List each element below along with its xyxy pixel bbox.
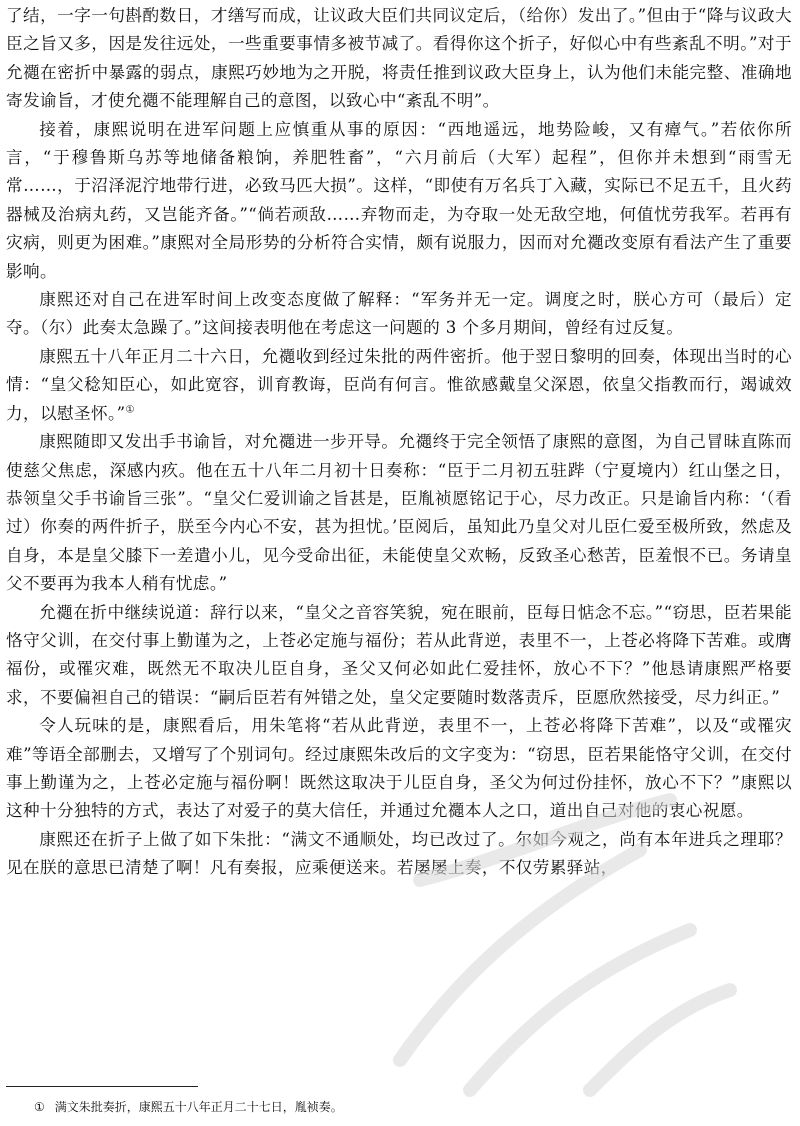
paragraph-4-text: 康熙五十八年正月二十六日，允禵收到经过朱批的两件密折。他于翌日黎明的回奏，体现出当时的心情：“皇父稔知臣心，如此宽容，训育教诲，臣尚有何言。惟欲感戴皇父深恩，依皇父指教而行，竭诚效力，以慰圣怀。” [6, 346, 792, 423]
paragraph-5: 康熙随即又发出手书谕旨，对允禵进一步开导。允禵终于完全领悟了康熙的意图，为自己冒昧直陈而使慈父焦虑，深感内疚。他在五十八年二月初十日奏称：“臣于二月初五驻跸（宁夏境内）红山堡之日，恭领皇父手书谕旨三张”。“皇父仁爱训谕之旨甚是，臣胤祯愿铭记于心，尽力改正。只是谕旨内称：‘（看过）你奏的两件折子，朕至今内心不安，甚为担忧。’臣阅后，虽知此乃皇父对儿臣仁爱至极所致，然虑及自身，本是皇父膝下一差遣小儿，见今受命出征，未能使皇父欢畅，反致圣心愁苦，臣羞恨不已。务请皇父不要再为我本人稍有忧虑。” [6, 432, 792, 594]
main-text [6, 2, 792, 883]
paragraph-2: 接着，康熙说明在进军问题上应慎重从事的原因：“西地遥远，地势险峻，又有瘴气。”若依你所言，“于穆鲁斯乌苏等地储备粮饷，养肥牲畜”，“六月前后（大军）起程”，但你并未想到“雨雪无常……，于沼泽泥泞地带行进，必致马匹大损”。这样，“即使有万名兵丁入藏，实际已不足五千，且火药器械及治病丸药，又岂能齐备。”“倘若顽敌……弃物而走，为夺取一处无敌空地，何值忧劳我军。若再有灾病，则更为困难。”康熙对全局形势的分析符合实情，颇有说服力，因而对允禵改变原有看法产生了重要影响。 [6, 119, 792, 281]
footnote [34, 1099, 774, 1115]
footnote-text: 满文朱批奏折，康熙五十八年正月二十七日，胤祯奏。 [54, 1100, 343, 1114]
footnote-divider [6, 1086, 198, 1087]
footnote-mark: ① [34, 1100, 45, 1114]
paragraph-6: 允禵在折中继续说道：辞行以来，“皇父之音容笑貌，宛在眼前，臣每日惦念不忘。”“窃思，臣若果能恪守父训，在交付事上勤谨为之，上苍必定施与福份；若从此背逆，表里不一，上苍必将降下苦难。或膺福份，或罹灾难，既然无不取决儿臣自身，圣父又何必如此仁爱挂怀，放心不下？”他恳请康熙严格要求，不要偏袒自己的错误：“嗣后臣若有舛错之处，皇父定要随时数落责斥，臣愿欣然接受，尽力纠正。” [6, 602, 792, 707]
paragraph-1: 了结，一字一句斟酌数日，才缮写而成，让议政大臣们共同议定后，（给你）发出了。”但由于“降与议政大臣之旨又多，因是发往远处，一些重要事情多被节减了。看得你这个折子，好似心中有些紊乱不明。”对于允禵在密折中暴露的弱点，康熙巧妙地为之开脱，将责任推到议政大臣身上，认为他们未能完整、准确地寄发谕旨，才使允禵不能理解自己的意图，以致心中“紊乱不明”。 [6, 6, 792, 111]
paragraph-8: 康熙还在折子上做了如下朱批：“满文不通顺处，均已改过了。尔如今观之，尚有本年进兵之理耶？见在朕的意思已清楚了啊！凡有奏报，应乘便送来。若屡屡上奏，不仅劳累驿站， [6, 829, 792, 878]
paragraph-4 [6, 343, 792, 428]
footnote-reference: ① [125, 404, 135, 416]
paragraph-3: 康熙还对自己在进军时间上改变态度做了解释：“军务并无一定。调度之时，朕心方可（最后）定夺。（尔）此奏太急躁了。”这间接表明他在考虑这一问题的 3 个多月期间，曾经有过反复。 [6, 290, 792, 338]
paragraph-7: 令人玩味的是，康熙看后，用朱笔将“若从此背逆，表里不一，上苍必将降下苦难”，以及“或罹灾难”等语全部删去，又增写了个别词句。经过康熙朱改后的文字变为：“窃思，臣若果能恪守父训，在交付事上勤谨为之，上苍必定施与福份啊！既然这取决于儿臣自身，圣父为何过份挂怀，放心不下？”康熙以这种十分独特的方式，表达了对爱子的莫大信任，并通过允禵本人之口，道出自己对他的衷心祝愿。 [6, 716, 793, 821]
